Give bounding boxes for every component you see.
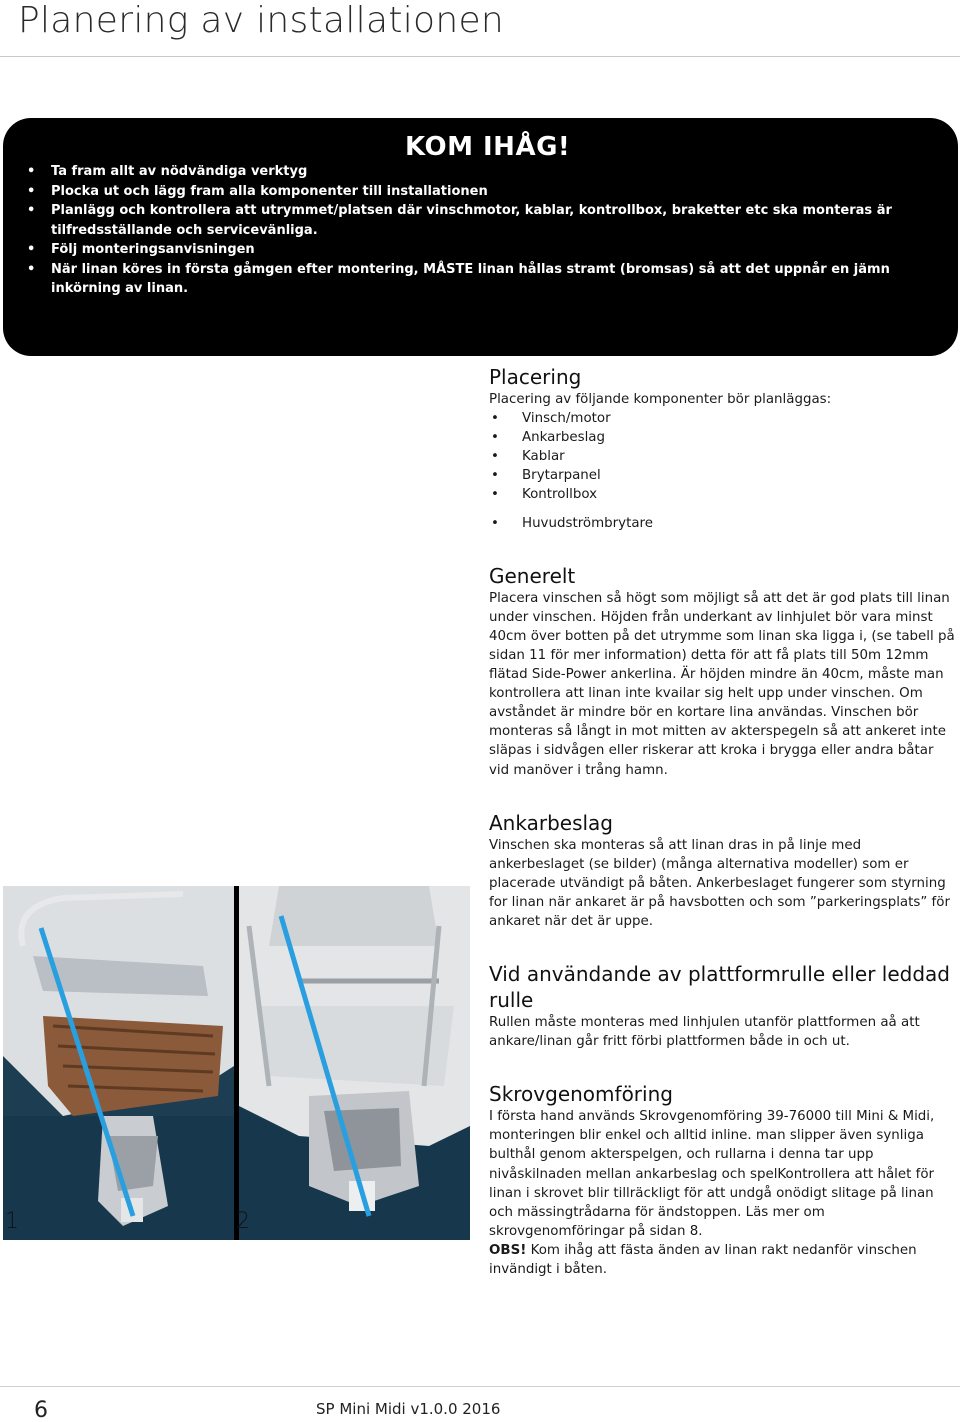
section-heading: Ankarbeslag [489, 810, 613, 835]
page-title: Planering av installationen [18, 0, 505, 41]
obs-label: OBS! [489, 1242, 527, 1258]
page-number: 6 [34, 1398, 48, 1422]
section-plattformrulle [489, 961, 955, 1051]
component-list [489, 409, 955, 533]
reminder-box [3, 118, 958, 356]
reminder-item: • Planlägg och kontrollera att utrymmet/platsen där vinschmotor, kablar, kontrollbox, braketter etc ska monteras är tilfredsställande och servicevänliga. [25, 201, 935, 240]
reminder-list [25, 162, 935, 299]
list-item: • Brytarpanel [489, 466, 955, 485]
section-heading: Placering [489, 365, 582, 389]
list-item: • Kablar [489, 447, 955, 466]
section-heading: Vid användande av plattformrulle eller leddad rulle [489, 962, 950, 1013]
reminder-item: • Ta fram allt av nödvändiga verktyg [25, 162, 935, 182]
obs-text: Kom ihåg att fästa änden av linan rakt nedanför vinschen invändigt i båten. [489, 1242, 917, 1277]
boat-photo-2 [239, 886, 470, 1240]
section-heading: Skrovgenomföring [489, 1082, 673, 1107]
section-body: Vinschen ska monteras så att linan dras in på linje med ankerbeslaget (se bilder) (många alternativa modeller) som er placerade utvändigt på båten. Ankerbeslaget fungerer som styrning for linan när ankaret är på havsbotten och som ”parkeringsplats” för ankaret när det är uppe. [489, 837, 950, 929]
section-ankarbeslag [489, 810, 955, 931]
document-version: SP Mini Midi v1.0.0 2016 [316, 1400, 501, 1418]
boat-photo-1 [3, 886, 234, 1240]
section-placering [489, 364, 955, 533]
reminder-item: • Följ monteringsanvisningen [25, 240, 935, 260]
section-skrovgenomforing [489, 1081, 955, 1241]
section-heading: Generelt [489, 563, 576, 588]
section-generelt [489, 563, 955, 780]
reminder-heading: KOM IHÅG! [405, 132, 571, 162]
reminder-item: • När linan köres in första gåmgen efter montering, MÅSTE linan hållas stramt (bromsas) så att det uppnår en jämn inkörning av linan. [25, 260, 935, 299]
section-body: Rullen måste monteras med linhjulen utanför plattformen aå att ankare/linan går fritt förbi plattformen både in och ut. [489, 1015, 920, 1050]
photo-label-1: 1 [5, 1209, 19, 1234]
list-item: • Vinsch/motor [489, 409, 955, 428]
photo-strip [3, 886, 470, 1240]
list-item: • Kontrollbox [489, 485, 955, 504]
reminder-item: • Plocka ut och lägg fram alla komponenter till installationen [25, 182, 935, 202]
title-divider [0, 56, 960, 57]
photo-label-2: 2 [236, 1209, 250, 1234]
list-item: • Ankarbeslag [489, 428, 955, 447]
section-body: Placera vinschen så högt som möjligt så att det är god plats till linan under vinschen. Höjden från underkant av linhjulet bör vara minst 40cm över botten på det utrymme som linan ska ligga i, (se tabell på sidan 11 för mer information) detta för att få plats till 50m 12mm flätad Side-Power ankerlina. Är höjden mindre än 40cm, måste man kontrollera att linan inte kvailar sig helt upp under vinschen. Om avståndet är mindre bör en kortare lina användas. Vinschen bör monteras så långt in mot mitten av akterspegeln så att ankeret inte släpas i sidvågen eller riskerar att kroka i brygga eller andra båtar vid manöver i trång hamn. [489, 590, 955, 778]
section-body: I första hand används Skrovgenomföring 39-76000 till Mini & Midi, monteringen blir enkel och alltid inline. man slipper även synliga bulthål genom akterspelgen, och rullarna i denna tar upp nivåskilnaden mellan ankarbeslag och spelKontrollera att hålet för linan i skrovet blir tillräckligt för att undgå onödigt slitage på linan och mässingtrådarna för ändstoppen. Läs mer om skrovgenomföringar på sidan 8. [489, 1109, 935, 1239]
section-intro: Placering av följande komponenter bör planläggas: [489, 392, 832, 407]
list-item: • Huvudströmbrytare [489, 514, 955, 533]
obs-note [489, 1241, 955, 1279]
content-column [489, 364, 955, 1279]
footer-divider [0, 1386, 960, 1387]
